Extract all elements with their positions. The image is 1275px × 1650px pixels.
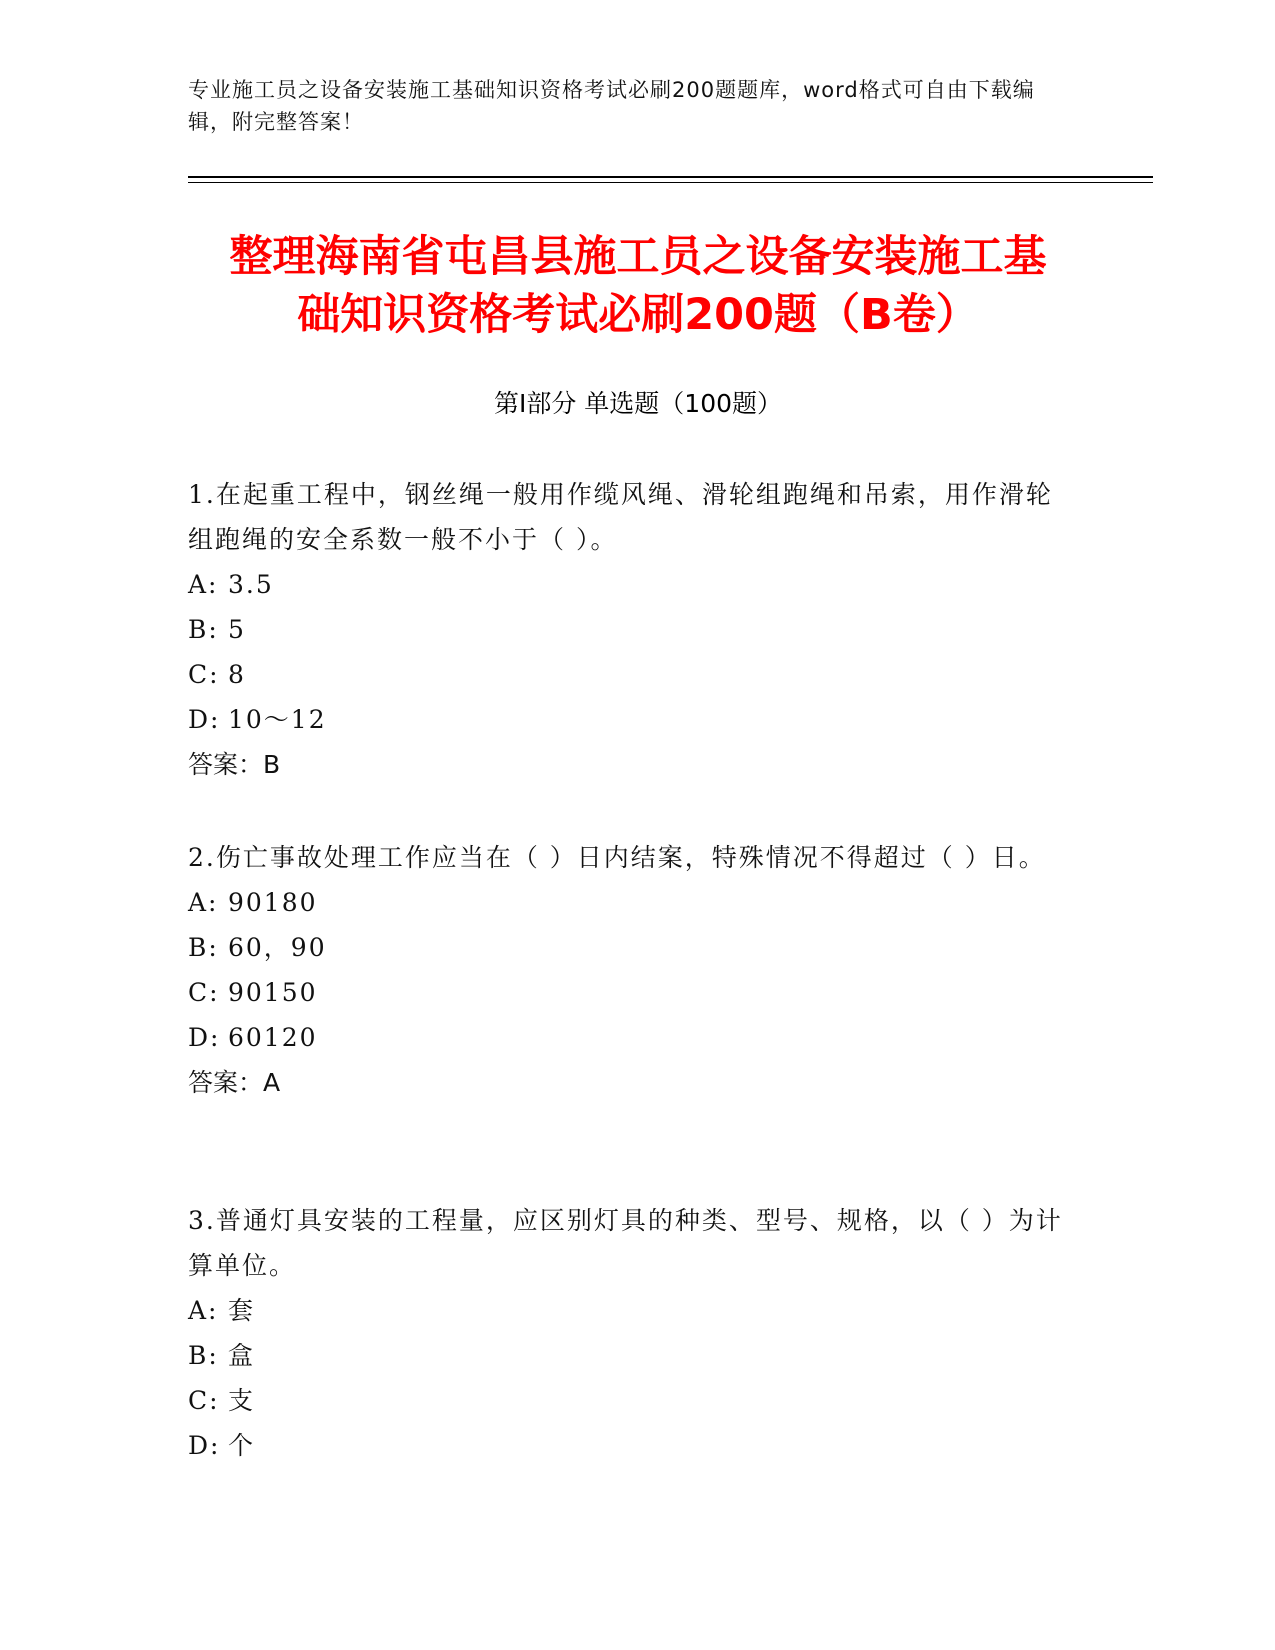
option-text: 5 xyxy=(228,615,246,644)
option-letter: C: xyxy=(188,660,220,689)
document-title xyxy=(188,228,1088,344)
document-title-line-1: 整理海南省屯昌县施工员之设备安装施工基 xyxy=(229,232,1047,282)
option-text: 盒 xyxy=(228,1341,256,1370)
option-text: 60120 xyxy=(228,1023,318,1052)
option-c xyxy=(188,970,1068,1015)
option-letter: A: xyxy=(188,888,219,917)
option-c xyxy=(188,652,1068,697)
question-3 xyxy=(188,1198,1068,1468)
section-heading: 第I部分 单选题（100题） xyxy=(493,389,783,418)
option-a xyxy=(188,880,1068,925)
question-stem: 2.伤亡事故处理工作应当在（ ）日内结案，特殊情况不得超过（ ）日。 xyxy=(188,843,1046,872)
option-text: 套 xyxy=(228,1296,256,1325)
option-b xyxy=(188,925,1068,970)
option-letter: B: xyxy=(188,933,219,962)
option-d xyxy=(188,1015,1068,1060)
option-letter: A: xyxy=(188,570,219,599)
question-1 xyxy=(188,472,1068,787)
option-c xyxy=(188,1378,1068,1423)
option-text: 10～12 xyxy=(228,705,327,734)
option-text: 3.5 xyxy=(228,570,274,599)
option-a xyxy=(188,1288,1068,1333)
option-letter: D: xyxy=(188,1431,221,1460)
option-text: 90150 xyxy=(228,978,318,1007)
option-b xyxy=(188,1333,1068,1378)
option-text: 90180 xyxy=(228,888,318,917)
option-text: 60，90 xyxy=(228,933,327,962)
option-letter: A: xyxy=(188,1296,219,1325)
question-2 xyxy=(188,835,1068,1105)
header-note: 专业施工员之设备安装施工基础知识资格考试必刷200题题库，word格式可自由下载编辑，附完整答案！ xyxy=(188,78,1035,134)
question-stem: 3.普通灯具安装的工程量，应区别灯具的种类、型号、规格，以（ ）为计算单位。 xyxy=(188,1206,1063,1280)
option-text: 8 xyxy=(228,660,246,689)
header-divider-thick xyxy=(188,176,1153,178)
question-stem: 1.在起重工程中，钢丝绳一般用作缆风绳、滑轮组跑绳和吊索，用作滑轮组跑绳的安全系数一般不小于（ ）。 xyxy=(188,480,1053,554)
document-title-line-2: 础知识资格考试必刷200题（B卷） xyxy=(297,290,979,340)
option-text: 个 xyxy=(228,1431,256,1460)
option-letter: B: xyxy=(188,615,219,644)
option-letter: B: xyxy=(188,1341,219,1370)
option-letter: D: xyxy=(188,1023,221,1052)
answer-line: 答案：B xyxy=(188,750,281,779)
header-divider-thin xyxy=(188,182,1153,183)
option-b xyxy=(188,607,1068,652)
option-d xyxy=(188,1423,1068,1468)
option-letter: C: xyxy=(188,1386,220,1415)
option-text: 支 xyxy=(228,1386,256,1415)
option-letter: D: xyxy=(188,705,221,734)
option-a xyxy=(188,562,1068,607)
option-d xyxy=(188,697,1068,742)
answer-line: 答案：A xyxy=(188,1068,281,1097)
option-letter: C: xyxy=(188,978,220,1007)
